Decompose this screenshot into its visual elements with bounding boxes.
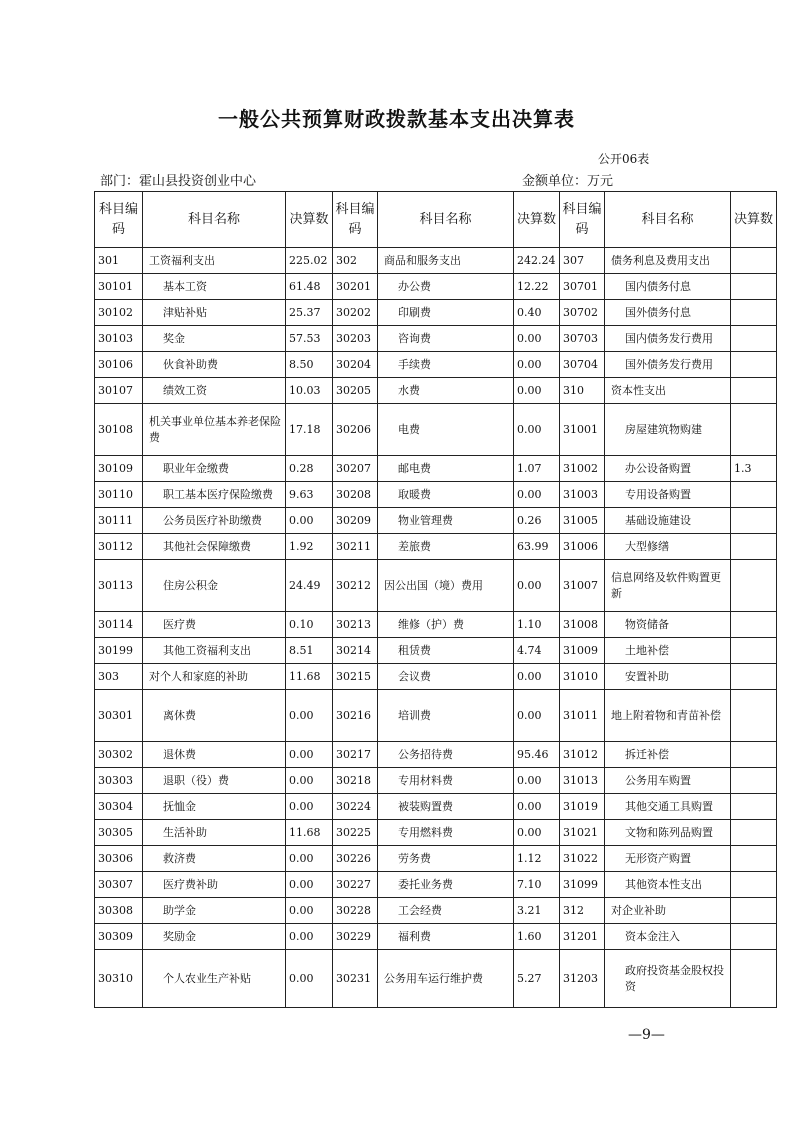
amount-cell: 8.51 <box>286 638 333 664</box>
table-row <box>95 534 777 560</box>
subject-code-cell: 31007 <box>560 560 605 612</box>
amount-cell: 24.49 <box>286 560 333 612</box>
amount-cell <box>731 664 777 690</box>
table-row <box>95 846 777 872</box>
amount-cell <box>731 872 777 898</box>
subject-name-cell: 物业管理费 <box>378 508 514 534</box>
subject-code-cell: 307 <box>560 248 605 274</box>
header-name: 科目名称 <box>143 192 286 248</box>
subject-name-cell: 伙食补助费 <box>143 352 286 378</box>
subject-code-cell: 30304 <box>95 794 143 820</box>
amount-cell: 0.00 <box>286 794 333 820</box>
subject-name-cell: 其他工资福利支出 <box>143 638 286 664</box>
subject-code-cell: 31011 <box>560 690 605 742</box>
amount-cell <box>731 690 777 742</box>
subject-name-cell: 专用材料费 <box>378 768 514 794</box>
amount-cell: 8.50 <box>286 352 333 378</box>
subject-code-cell: 31099 <box>560 872 605 898</box>
header-name: 科目名称 <box>378 192 514 248</box>
amount-cell <box>731 638 777 664</box>
header-amount: 决算数 <box>286 192 333 248</box>
subject-code-cell: 30303 <box>95 768 143 794</box>
subject-code-cell: 31019 <box>560 794 605 820</box>
table-row <box>95 612 777 638</box>
subject-code-cell: 31001 <box>560 404 605 456</box>
amount-cell <box>731 794 777 820</box>
subject-name-cell: 劳务费 <box>378 846 514 872</box>
amount-cell: 95.46 <box>514 742 560 768</box>
amount-cell: 225.02 <box>286 248 333 274</box>
subject-code-cell: 30703 <box>560 326 605 352</box>
subject-code-cell: 30114 <box>95 612 143 638</box>
table-row <box>95 482 777 508</box>
subject-name-cell: 生活补助 <box>143 820 286 846</box>
subject-name-cell: 资本性支出 <box>605 378 731 404</box>
subject-name-cell: 安置补助 <box>605 664 731 690</box>
amount-cell <box>731 508 777 534</box>
subject-name-cell: 债务利息及费用支出 <box>605 248 731 274</box>
subject-code-cell: 30113 <box>95 560 143 612</box>
amount-cell: 0.26 <box>514 508 560 534</box>
amount-cell: 0.00 <box>514 690 560 742</box>
subject-name-cell: 离休费 <box>143 690 286 742</box>
subject-code-cell: 30108 <box>95 404 143 456</box>
amount-cell <box>731 768 777 794</box>
subject-name-cell: 办公设备购置 <box>605 456 731 482</box>
amount-cell <box>731 612 777 638</box>
header-name: 科目名称 <box>605 192 731 248</box>
subject-code-cell: 30309 <box>95 924 143 950</box>
table-row <box>95 950 777 1008</box>
amount-cell: 61.48 <box>286 274 333 300</box>
amount-unit-label: 金额单位：万元 <box>522 174 614 189</box>
amount-cell: 0.00 <box>286 898 333 924</box>
subject-code-cell: 30218 <box>333 768 378 794</box>
form-number: 公开06表 <box>598 152 650 166</box>
amount-cell <box>731 898 777 924</box>
subject-name-cell: 信息网络及软件购置更新 <box>605 560 731 612</box>
header-amount: 决算数 <box>514 192 560 248</box>
subject-name-cell: 无形资产购置 <box>605 846 731 872</box>
subject-code-cell: 30305 <box>95 820 143 846</box>
subject-code-cell: 31013 <box>560 768 605 794</box>
subject-name-cell: 土地补偿 <box>605 638 731 664</box>
amount-cell <box>731 950 777 1008</box>
subject-name-cell: 绩效工资 <box>143 378 286 404</box>
table-row <box>95 794 777 820</box>
table-row <box>95 456 777 482</box>
subject-code-cell: 31022 <box>560 846 605 872</box>
amount-cell: 1.07 <box>514 456 560 482</box>
page-number: —9— <box>628 1027 665 1043</box>
amount-cell: 57.53 <box>286 326 333 352</box>
subject-code-cell: 303 <box>95 664 143 690</box>
table-row <box>95 768 777 794</box>
subject-name-cell: 专用燃料费 <box>378 820 514 846</box>
amount-cell: 0.00 <box>514 794 560 820</box>
amount-cell <box>731 534 777 560</box>
subject-code-cell: 30307 <box>95 872 143 898</box>
amount-cell: 1.10 <box>514 612 560 638</box>
subject-name-cell: 维修（护）费 <box>378 612 514 638</box>
subject-code-cell: 30226 <box>333 846 378 872</box>
subject-name-cell: 国外债务发行费用 <box>605 352 731 378</box>
subject-code-cell: 30701 <box>560 274 605 300</box>
table-row <box>95 404 777 456</box>
subject-name-cell: 工会经费 <box>378 898 514 924</box>
amount-cell: 7.10 <box>514 872 560 898</box>
amount-cell: 9.63 <box>286 482 333 508</box>
subject-code-cell: 30225 <box>333 820 378 846</box>
table-row <box>95 352 777 378</box>
subject-name-cell: 办公费 <box>378 274 514 300</box>
subject-code-cell: 30101 <box>95 274 143 300</box>
table-row <box>95 326 777 352</box>
table-row <box>95 690 777 742</box>
subject-code-cell: 301 <box>95 248 143 274</box>
subject-name-cell: 其他交通工具购置 <box>605 794 731 820</box>
subject-code-cell: 30110 <box>95 482 143 508</box>
amount-cell: 63.99 <box>514 534 560 560</box>
subject-name-cell: 公务员医疗补助缴费 <box>143 508 286 534</box>
subject-code-cell: 30206 <box>333 404 378 456</box>
subject-name-cell: 助学金 <box>143 898 286 924</box>
subject-code-cell: 30106 <box>95 352 143 378</box>
amount-cell: 0.00 <box>286 690 333 742</box>
subject-name-cell: 职工基本医疗保险缴费 <box>143 482 286 508</box>
subject-code-cell: 31005 <box>560 508 605 534</box>
amount-cell: 0.00 <box>286 742 333 768</box>
amount-cell: 0.28 <box>286 456 333 482</box>
subject-name-cell: 邮电费 <box>378 456 514 482</box>
subject-name-cell: 取暖费 <box>378 482 514 508</box>
subject-name-cell: 印刷费 <box>378 300 514 326</box>
amount-cell: 5.27 <box>514 950 560 1008</box>
amount-cell: 0.00 <box>286 950 333 1008</box>
amount-cell: 3.21 <box>514 898 560 924</box>
table-row <box>95 898 777 924</box>
amount-cell: 0.00 <box>286 872 333 898</box>
subject-code-cell: 31008 <box>560 612 605 638</box>
subject-code-cell: 31203 <box>560 950 605 1008</box>
subject-code-cell: 30102 <box>95 300 143 326</box>
subject-name-cell: 机关事业单位基本养老保险费 <box>143 404 286 456</box>
subject-name-cell: 资本金注入 <box>605 924 731 950</box>
subject-name-cell: 电费 <box>378 404 514 456</box>
amount-cell: 0.00 <box>514 404 560 456</box>
subject-name-cell: 救济费 <box>143 846 286 872</box>
amount-cell: 1.12 <box>514 846 560 872</box>
amount-cell: 242.24 <box>514 248 560 274</box>
amount-cell: 1.3 <box>731 456 777 482</box>
subject-name-cell: 大型修缮 <box>605 534 731 560</box>
subject-code-cell: 30201 <box>333 274 378 300</box>
subject-name-cell: 国外债务付息 <box>605 300 731 326</box>
subject-code-cell: 31003 <box>560 482 605 508</box>
table-row <box>95 300 777 326</box>
subject-name-cell: 基础设施建设 <box>605 508 731 534</box>
subject-name-cell: 医疗费 <box>143 612 286 638</box>
subject-code-cell: 30306 <box>95 846 143 872</box>
amount-cell <box>731 274 777 300</box>
subject-code-cell: 31021 <box>560 820 605 846</box>
subject-code-cell: 30213 <box>333 612 378 638</box>
subject-name-cell: 其他资本性支出 <box>605 872 731 898</box>
subject-code-cell: 310 <box>560 378 605 404</box>
subject-code-cell: 30103 <box>95 326 143 352</box>
amount-cell: 1.60 <box>514 924 560 950</box>
amount-cell: 17.18 <box>286 404 333 456</box>
subject-code-cell: 30209 <box>333 508 378 534</box>
subject-code-cell: 30702 <box>560 300 605 326</box>
subject-code-cell: 31010 <box>560 664 605 690</box>
subject-name-cell: 住房公积金 <box>143 560 286 612</box>
amount-cell: 12.22 <box>514 274 560 300</box>
amount-cell: 1.92 <box>286 534 333 560</box>
budget-table <box>94 191 777 1008</box>
table-row <box>95 924 777 950</box>
subject-name-cell: 租赁费 <box>378 638 514 664</box>
subject-name-cell: 职业年金缴费 <box>143 456 286 482</box>
subject-name-cell: 商品和服务支出 <box>378 248 514 274</box>
subject-name-cell: 国内债务发行费用 <box>605 326 731 352</box>
subject-code-cell: 30111 <box>95 508 143 534</box>
table-row <box>95 248 777 274</box>
amount-cell <box>731 742 777 768</box>
table-row <box>95 274 777 300</box>
amount-cell <box>731 820 777 846</box>
amount-cell: 25.37 <box>286 300 333 326</box>
subject-code-cell: 30308 <box>95 898 143 924</box>
amount-cell: 0.00 <box>514 560 560 612</box>
amount-cell: 0.00 <box>514 326 560 352</box>
subject-name-cell: 奖励金 <box>143 924 286 950</box>
subject-code-cell: 30217 <box>333 742 378 768</box>
department-label: 部门：霍山县投资创业中心 <box>100 174 257 189</box>
subject-name-cell: 其他社会保障缴费 <box>143 534 286 560</box>
subject-code-cell: 30107 <box>95 378 143 404</box>
amount-cell: 0.00 <box>514 482 560 508</box>
subject-name-cell: 手续费 <box>378 352 514 378</box>
subject-name-cell: 福利费 <box>378 924 514 950</box>
subject-name-cell: 被装购置费 <box>378 794 514 820</box>
subject-code-cell: 30199 <box>95 638 143 664</box>
subject-code-cell: 30208 <box>333 482 378 508</box>
subject-code-cell: 31012 <box>560 742 605 768</box>
subject-code-cell: 30302 <box>95 742 143 768</box>
subject-name-cell: 委托业务费 <box>378 872 514 898</box>
table-header-row <box>95 192 777 248</box>
subject-code-cell: 30207 <box>333 456 378 482</box>
subject-name-cell: 房屋建筑物购建 <box>605 404 731 456</box>
subject-code-cell: 31006 <box>560 534 605 560</box>
subject-name-cell: 奖金 <box>143 326 286 352</box>
amount-cell: 0.00 <box>514 664 560 690</box>
table-row <box>95 742 777 768</box>
amount-cell <box>731 560 777 612</box>
table-row <box>95 560 777 612</box>
subject-code-cell: 30310 <box>95 950 143 1008</box>
amount-cell: 0.00 <box>514 768 560 794</box>
amount-cell: 11.68 <box>286 820 333 846</box>
table-row <box>95 664 777 690</box>
subject-name-cell: 对个人和家庭的补助 <box>143 664 286 690</box>
subject-code-cell: 30112 <box>95 534 143 560</box>
amount-cell: 0.00 <box>514 352 560 378</box>
subject-name-cell: 专用设备购置 <box>605 482 731 508</box>
subject-name-cell: 国内债务付息 <box>605 274 731 300</box>
header-amount: 决算数 <box>731 192 777 248</box>
subject-name-cell: 政府投资基金股权投资 <box>605 950 731 1008</box>
subject-name-cell: 拆迁补偿 <box>605 742 731 768</box>
amount-cell: 4.74 <box>514 638 560 664</box>
subject-name-cell: 差旅费 <box>378 534 514 560</box>
subject-code-cell: 302 <box>333 248 378 274</box>
subject-code-cell: 30204 <box>333 352 378 378</box>
subject-name-cell: 医疗费补助 <box>143 872 286 898</box>
subject-name-cell: 工资福利支出 <box>143 248 286 274</box>
subject-code-cell: 31002 <box>560 456 605 482</box>
subject-code-cell: 30216 <box>333 690 378 742</box>
subject-name-cell: 物资储备 <box>605 612 731 638</box>
subject-name-cell: 公务用车运行维护费 <box>378 950 514 1008</box>
subject-name-cell: 退职（役）费 <box>143 768 286 794</box>
subject-code-cell: 30214 <box>333 638 378 664</box>
subject-code-cell: 30301 <box>95 690 143 742</box>
amount-cell: 0.00 <box>286 768 333 794</box>
subject-code-cell: 30202 <box>333 300 378 326</box>
subject-code-cell: 30229 <box>333 924 378 950</box>
amount-cell <box>731 352 777 378</box>
subject-code-cell: 30211 <box>333 534 378 560</box>
amount-cell <box>731 924 777 950</box>
amount-cell <box>731 404 777 456</box>
header-code: 科目编码 <box>95 192 143 248</box>
table-row <box>95 872 777 898</box>
subject-name-cell: 退休费 <box>143 742 286 768</box>
subject-name-cell: 水费 <box>378 378 514 404</box>
amount-cell <box>731 300 777 326</box>
amount-cell <box>731 378 777 404</box>
subject-name-cell: 因公出国（境）费用 <box>378 560 514 612</box>
page-title: 一般公共预算财政拨款基本支出决算表 <box>218 107 575 131</box>
subject-code-cell: 30228 <box>333 898 378 924</box>
subject-code-cell: 30704 <box>560 352 605 378</box>
amount-cell <box>731 326 777 352</box>
subject-code-cell: 30109 <box>95 456 143 482</box>
subject-code-cell: 30224 <box>333 794 378 820</box>
subject-code-cell: 30227 <box>333 872 378 898</box>
subject-code-cell: 312 <box>560 898 605 924</box>
table-row <box>95 820 777 846</box>
subject-name-cell: 个人农业生产补贴 <box>143 950 286 1008</box>
subject-name-cell: 培训费 <box>378 690 514 742</box>
subject-name-cell: 津贴补贴 <box>143 300 286 326</box>
subject-name-cell: 地上附着物和青苗补偿 <box>605 690 731 742</box>
table-body <box>95 248 777 1008</box>
header-code: 科目编码 <box>333 192 378 248</box>
subject-code-cell: 30215 <box>333 664 378 690</box>
amount-cell: 0.00 <box>514 378 560 404</box>
table-row <box>95 508 777 534</box>
subject-name-cell: 文物和陈列品购置 <box>605 820 731 846</box>
subject-name-cell: 对企业补助 <box>605 898 731 924</box>
amount-cell: 0.00 <box>286 924 333 950</box>
subject-name-cell: 咨询费 <box>378 326 514 352</box>
amount-cell: 0.10 <box>286 612 333 638</box>
amount-cell <box>731 482 777 508</box>
subject-code-cell: 30212 <box>333 560 378 612</box>
subject-name-cell: 公务招待费 <box>378 742 514 768</box>
subject-name-cell: 会议费 <box>378 664 514 690</box>
amount-cell: 0.00 <box>286 508 333 534</box>
amount-cell: 10.03 <box>286 378 333 404</box>
subject-name-cell: 基本工资 <box>143 274 286 300</box>
subject-name-cell: 抚恤金 <box>143 794 286 820</box>
subject-code-cell: 31009 <box>560 638 605 664</box>
subject-code-cell: 30231 <box>333 950 378 1008</box>
subject-code-cell: 30203 <box>333 326 378 352</box>
amount-cell <box>731 846 777 872</box>
amount-cell: 11.68 <box>286 664 333 690</box>
subject-code-cell: 30205 <box>333 378 378 404</box>
header-code: 科目编码 <box>560 192 605 248</box>
subject-code-cell: 31201 <box>560 924 605 950</box>
table-row <box>95 378 777 404</box>
amount-cell <box>731 248 777 274</box>
table-row <box>95 638 777 664</box>
amount-cell: 0.00 <box>286 846 333 872</box>
subject-name-cell: 公务用车购置 <box>605 768 731 794</box>
amount-cell: 0.40 <box>514 300 560 326</box>
amount-cell: 0.00 <box>514 820 560 846</box>
